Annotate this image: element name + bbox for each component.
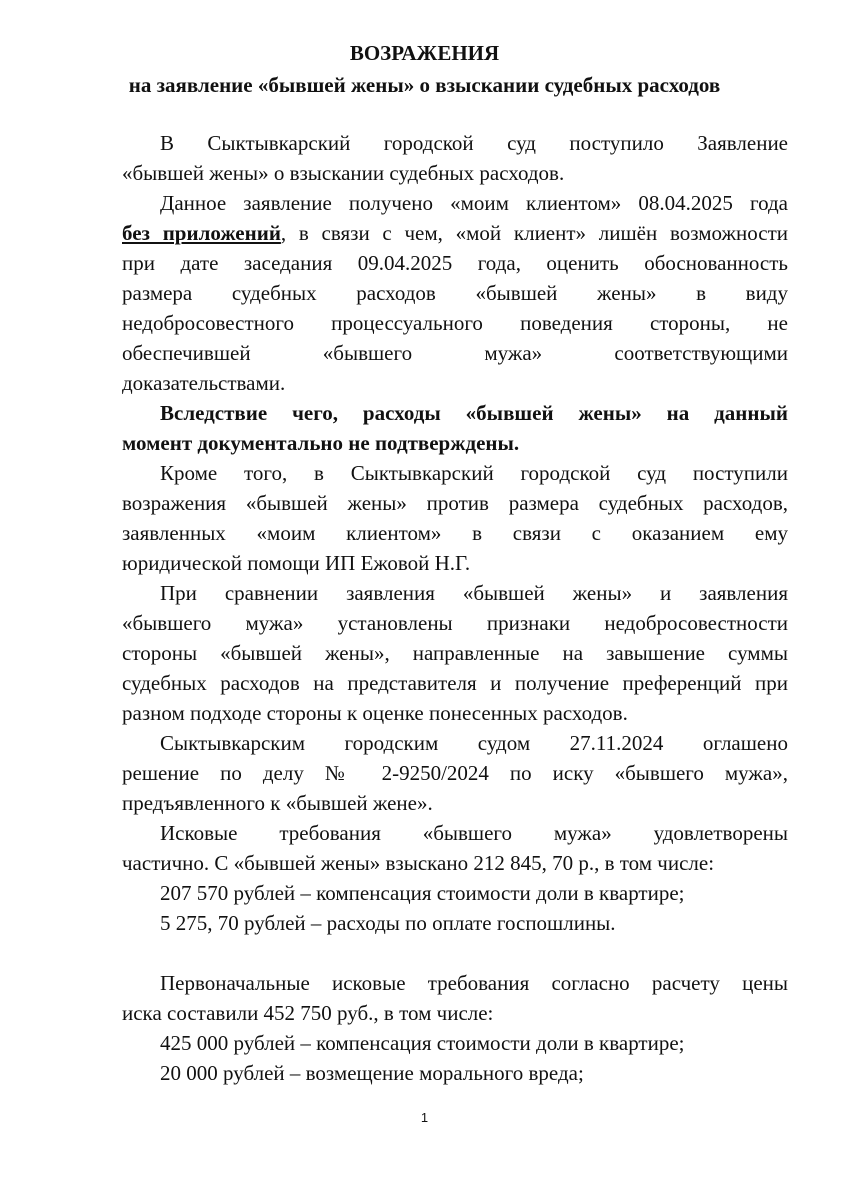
paragraph bbox=[122, 578, 788, 728]
text-line: заявленных «моим клиентом» в связи с оказанием ему bbox=[122, 521, 788, 545]
text-line: Данное заявление получено «моим клиентом» 08.04.2025 года bbox=[160, 191, 788, 215]
text-line: размера судебных расходов «бывшей жены» в виду bbox=[122, 281, 788, 305]
text-segment: , в связи с чем, «мой клиент» лишён возможности bbox=[280, 221, 788, 245]
text-line: Кроме того, в Сыктывкарский городской суд поступили bbox=[160, 461, 788, 485]
text-line: возражения «бывшей жены» против размера судебных расходов, bbox=[122, 491, 788, 515]
paragraph bbox=[122, 1028, 788, 1058]
document-subtitle: на заявление «бывшей жены» о взыскании судебных расходов bbox=[128, 73, 721, 97]
text-line: Исковые требования «бывшего мужа» удовлетворены bbox=[160, 821, 788, 845]
text-line: решение по делу № 2-9250/2024 по иску «бывшего мужа», bbox=[122, 761, 788, 785]
page-number: 1 bbox=[420, 1110, 429, 1125]
text-line: недобросовестного процессуального поведения стороны, не bbox=[122, 311, 788, 335]
text-line: обеспечившей «бывшего мужа» соответствующими bbox=[122, 341, 788, 365]
text-line: юридической помощи ИП Ежовой Н.Г. bbox=[122, 551, 471, 575]
text-line: стороны «бывшей жены», направленные на завышение суммы bbox=[122, 641, 788, 665]
paragraph bbox=[122, 398, 788, 458]
text-line: 207 570 рублей – компенсация стоимости доли в квартире; bbox=[160, 881, 685, 905]
paragraph bbox=[122, 968, 788, 1028]
text-line: частично. С «бывшей жены» взыскано 212 845, 70 р., в том числе: bbox=[122, 851, 715, 875]
text-line: Первоначальные исковые требования согласно расчету цены bbox=[160, 971, 788, 995]
document-body bbox=[122, 128, 788, 1088]
text-line: «бывшей жены» о взыскании судебных расходов. bbox=[122, 161, 565, 185]
text-line: разном подходе стороны к оценке понесенных расходов. bbox=[122, 701, 628, 725]
paragraph bbox=[122, 728, 788, 818]
text-line: иска составили 452 750 руб., в том числе: bbox=[122, 1001, 494, 1025]
text-line: 425 000 рублей – компенсация стоимости доли в квартире; bbox=[160, 1031, 685, 1055]
text-line: при дате заседания 09.04.2025 года, оценить обоснованность bbox=[122, 251, 788, 275]
text-line: момент документально не подтверждены. bbox=[122, 431, 520, 455]
paragraph bbox=[122, 908, 788, 938]
emphasized-text: без приложений bbox=[122, 221, 281, 245]
paragraph bbox=[122, 818, 788, 878]
blank-line bbox=[122, 938, 788, 968]
text-line bbox=[122, 218, 788, 248]
text-line: предъявленного к «бывшей жене». bbox=[122, 791, 433, 815]
text-line: 20 000 рублей – возмещение морального вреда; bbox=[160, 1061, 584, 1085]
text-line: судебных расходов на представителя и получение преференций при bbox=[122, 671, 788, 695]
paragraph bbox=[122, 128, 788, 188]
paragraph bbox=[122, 878, 788, 908]
text-line: «бывшего мужа» установлены признаки недобросовестности bbox=[122, 611, 788, 635]
paragraph bbox=[122, 188, 788, 398]
text-line: В Сыктывкарский городской суд поступило Заявление bbox=[160, 131, 788, 155]
text-line: 5 275, 70 рублей – расходы по оплате госпошлины. bbox=[160, 911, 616, 935]
text-line: Сыктывкарским городским судом 27.11.2024 оглашено bbox=[160, 731, 788, 755]
text-line: доказательствами. bbox=[122, 371, 286, 395]
text-line: Вследствие чего, расходы «бывшей жены» на данный bbox=[160, 401, 788, 425]
paragraph bbox=[122, 1058, 788, 1088]
document-title: ВОЗРАЖЕНИЯ bbox=[349, 41, 500, 65]
text-line: При сравнении заявления «бывшей жены» и заявления bbox=[160, 581, 788, 605]
paragraph bbox=[122, 458, 788, 578]
